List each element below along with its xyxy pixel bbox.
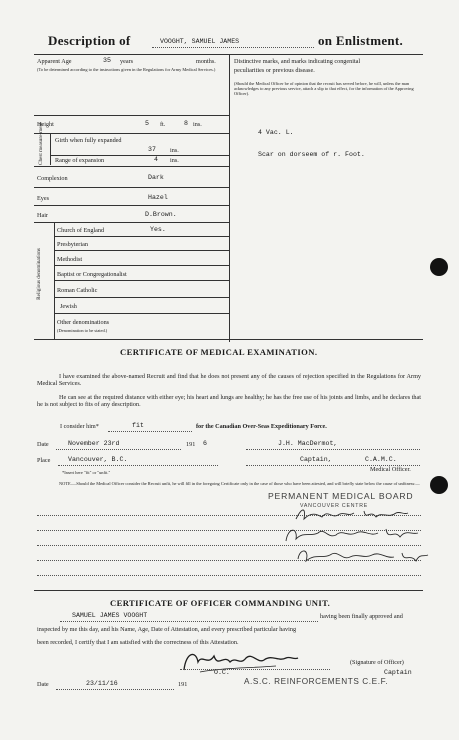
other-denominations-note: (Denomination to be stated.) <box>57 328 108 333</box>
religion-label-other: Other denominations <box>57 319 110 326</box>
medical-paragraph-1: I have examined the above-named Recruit and find that he does not present any of the causes of rejection specified in the Regulations for Army Medical Services. <box>37 373 421 387</box>
commanding-line-1-suffix: having been finally approved and <box>320 613 403 620</box>
consider-suffix: for the Canadian Over-Seas Expeditionary Force. <box>196 423 327 430</box>
distinctive-marks-heading-1: Distinctive marks, and marks indicating congenital <box>234 58 361 65</box>
medical-board-stamp-line-1: PERMANENT MEDICAL BOARD <box>268 491 414 501</box>
height-ins-unit: ins. <box>193 121 202 128</box>
title-suffix: on Enlistment. <box>318 33 404 48</box>
punch-hole-top <box>430 258 448 276</box>
range-label: Range of expansion <box>55 157 105 164</box>
religion-value-church-of-england: Yes. <box>150 226 166 233</box>
unit-stamp: A.S.C. REINFORCEMENTS C.E.F. <box>244 677 389 686</box>
age-years-unit: years <box>120 58 134 65</box>
medical-officer-rank: Captain, <box>300 456 332 463</box>
commanding-line-3: been recorded, I certify that I am satisfied with the correctness of this Attestation. <box>37 639 239 646</box>
unfit-note: NOTE.—Should the Medical Officer consider the Recruit unfit, he will fill in the foregoing Certificate only in the case of those who have been attested, and will briefly state below the cause of unfitness:— <box>59 481 420 486</box>
range-value: 4 <box>154 156 158 163</box>
girth-value: 37 <box>148 146 156 153</box>
girth-unit: ins. <box>170 147 179 154</box>
religion-label-methodist: Methodist <box>57 256 83 263</box>
commanding-date-value: 23/11/16 <box>86 680 118 687</box>
fit-insert-note: *Insert here "fit" or "unfit." <box>62 470 111 475</box>
height-ins-value: 8 <box>184 120 188 127</box>
medical-date-value: November 23rd <box>68 440 120 447</box>
distinctive-marks-heading-2: peculiarities or previous disease. <box>234 67 315 74</box>
religion-label-presbyterian: Presbyterian <box>57 241 88 248</box>
board-signature-3 <box>292 545 432 567</box>
title-prefix: Description of <box>48 33 131 48</box>
medical-place-label: Place <box>37 457 51 464</box>
religion-label-baptist: Baptist or Congregationalist <box>57 271 127 278</box>
medical-place-value: Vancouver, B.C. <box>68 456 128 463</box>
religion-label-jewish: Jewish <box>60 303 77 310</box>
height-ft-value: 5 <box>145 120 149 127</box>
girth-label: Girth when fully expanded <box>55 137 122 144</box>
chest-group-label: Chest measure-ment <box>38 122 44 165</box>
range-unit: ins. <box>170 157 179 164</box>
signature-of-officer-label: (Signature of Officer) <box>350 659 404 666</box>
complexion-value: Dark <box>148 174 164 181</box>
medical-year-value: 6 <box>203 440 207 447</box>
eyes-value: Hazel <box>148 194 168 201</box>
medical-officer-name: J.H. MacDermot, <box>278 440 338 447</box>
commanding-date-label: Date <box>37 681 49 688</box>
complexion-label: Complexion <box>37 175 68 182</box>
punch-hole-bottom <box>430 476 448 494</box>
medical-certificate-heading: CERTIFICATE OF MEDICAL EXAMINATION. <box>120 347 318 357</box>
apparent-age-value: 35 <box>103 57 111 64</box>
board-signature-1 <box>292 505 412 525</box>
fitness-value: fit <box>132 422 144 429</box>
commanding-line-2: inspected by me this day, and his Name, Age, Date of Attestation, and every prescribed particular having <box>37 626 297 633</box>
religion-label-roman-catholic: Roman Catholic <box>57 287 98 294</box>
hair-value: D.Brown. <box>145 211 177 218</box>
apparent-age-label: Apparent Age <box>37 58 72 65</box>
age-months-unit: months. <box>196 58 216 65</box>
consider-prefix: I consider him* <box>60 423 99 430</box>
commanding-oc: O.C. <box>214 669 230 676</box>
commanding-certificate-heading: CERTIFICATE OF OFFICER COMMANDING UNIT. <box>110 598 331 608</box>
commanding-year-prefix: 191 <box>178 681 188 688</box>
board-signature-2 <box>282 523 422 545</box>
height-ft-unit: ft. <box>160 121 166 128</box>
religion-group-label: Religious denominations <box>36 248 42 300</box>
medical-board-stamp-line-2: VANCOUVER CENTRE <box>300 503 369 509</box>
distinctive-mark-1: 4 Vac. L. <box>258 129 294 136</box>
medical-paragraph-2: He can see at the required distance with either eye; his heart and lungs are healthy; he has the free use of his joints and limbs, and he declares that he is not subject to fits of any description. <box>37 394 421 408</box>
commanding-officer-signature <box>180 648 300 674</box>
distinctive-marks-note: (Should the Medical Officer be of opinion that the recruit has served before, he will, unless the man acknowledges to any previous service, attach a slip to that effect, for the information of the Approving Officer). <box>234 81 414 96</box>
distinctive-mark-2: Scar on dorseem of r. Foot. <box>258 151 365 158</box>
recruit-name: VOOGHT, SAMUEL JAMES <box>160 38 240 45</box>
medical-date-label: Date <box>37 441 49 448</box>
commanding-rank: Captain <box>384 669 412 676</box>
medical-officer-unit: C.A.M.C. <box>365 456 397 463</box>
eyes-label: Eyes <box>37 195 50 202</box>
height-label: Height <box>37 121 54 128</box>
religion-label-church-of-england: Church of England <box>57 227 105 234</box>
age-note: (To be determined according to the instructions given in the Regulations for Army Medical Services.) <box>37 67 216 72</box>
hair-label: Hair <box>37 212 48 219</box>
medical-year-prefix: 191 <box>186 441 196 448</box>
commanding-recruit-name: SAMUEL JAMES VOOGHT <box>72 612 148 619</box>
medical-officer-label: Medical Officer. <box>370 466 411 473</box>
